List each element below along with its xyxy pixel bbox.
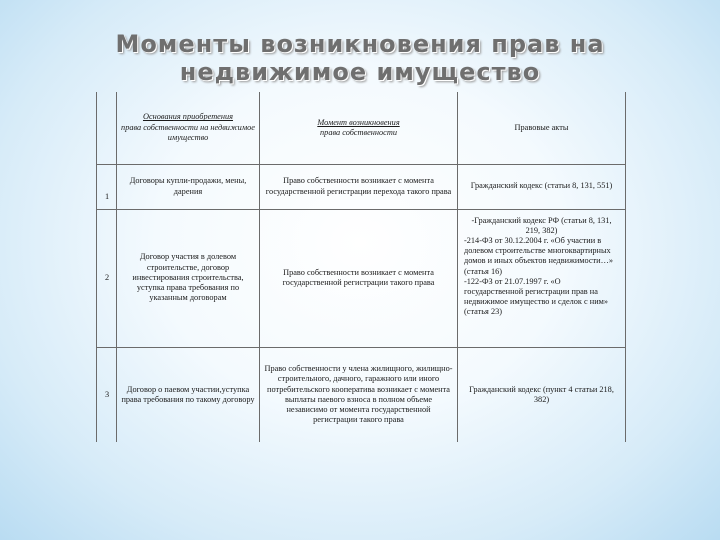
acts-item: -214-ФЗ от 30.12.2004 г. «Об участии в долевом строительстве многоквартирных домов и иных объектов недвижимости…» (статья 16) bbox=[464, 235, 614, 276]
header-basis-line1: Основания приобретения bbox=[142, 112, 233, 122]
title-line-2: недвижимое имущество bbox=[179, 58, 541, 86]
header-acts: Правовые акты bbox=[458, 92, 626, 164]
row-acts: Гражданский кодекс (статьи 8, 131, 551) bbox=[458, 164, 626, 209]
header-moment bbox=[260, 92, 458, 164]
row-moment: Право собственности у члена жилищного, жилищно-строительного, дачного, гаражного или иного потребительского кооператива возникает с момента выплаты паевого взноса в полном объеме независимо от момента государственной регистрации такого права bbox=[260, 347, 458, 442]
table-row bbox=[97, 209, 626, 347]
row-basis: Договоры купли-продажи, мены, дарения bbox=[117, 164, 260, 209]
header-moment-line1: Момент возникновения bbox=[317, 117, 400, 127]
acts-item: -122-ФЗ от 21.07.1997 г. «О государственной регистрации прав на недвижимое имущество и сделок с ним» (статья 23) bbox=[464, 276, 609, 317]
header-num bbox=[97, 92, 117, 164]
table-row bbox=[97, 347, 626, 442]
table-header-row bbox=[97, 92, 626, 164]
header-moment-line2: права собственности bbox=[320, 127, 397, 137]
acts-item: -Гражданский кодекс РФ (статьи 8, 131, 219, 382) bbox=[471, 215, 612, 235]
row-number: 2 bbox=[97, 209, 117, 347]
row-acts bbox=[458, 209, 626, 347]
header-basis bbox=[117, 92, 260, 164]
row-moment: Право собственности возникает с момента государственной регистрации перехода такого права bbox=[260, 164, 458, 209]
page-title bbox=[0, 30, 720, 86]
rights-table bbox=[96, 92, 625, 442]
row-acts: Гражданский кодекс (пункт 4 статьи 218, 382) bbox=[458, 347, 626, 442]
row-number: 1 bbox=[97, 164, 117, 209]
table-row bbox=[97, 164, 626, 209]
header-basis-line2: права собственности на недвижимое имущество bbox=[121, 122, 255, 142]
title-line-1: Моменты возникновения прав на bbox=[115, 30, 605, 58]
row-basis: Договор о паевом участии,уступка права требования по такому договору bbox=[117, 347, 260, 442]
row-moment: Право собственности возникает с момента государственной регистрации такого права bbox=[260, 209, 458, 347]
row-number: 3 bbox=[97, 347, 117, 442]
row-basis: Договор участия в долевом строительстве, договор инвестирования строительства, уступка права требования по указанным договорам bbox=[117, 209, 260, 347]
